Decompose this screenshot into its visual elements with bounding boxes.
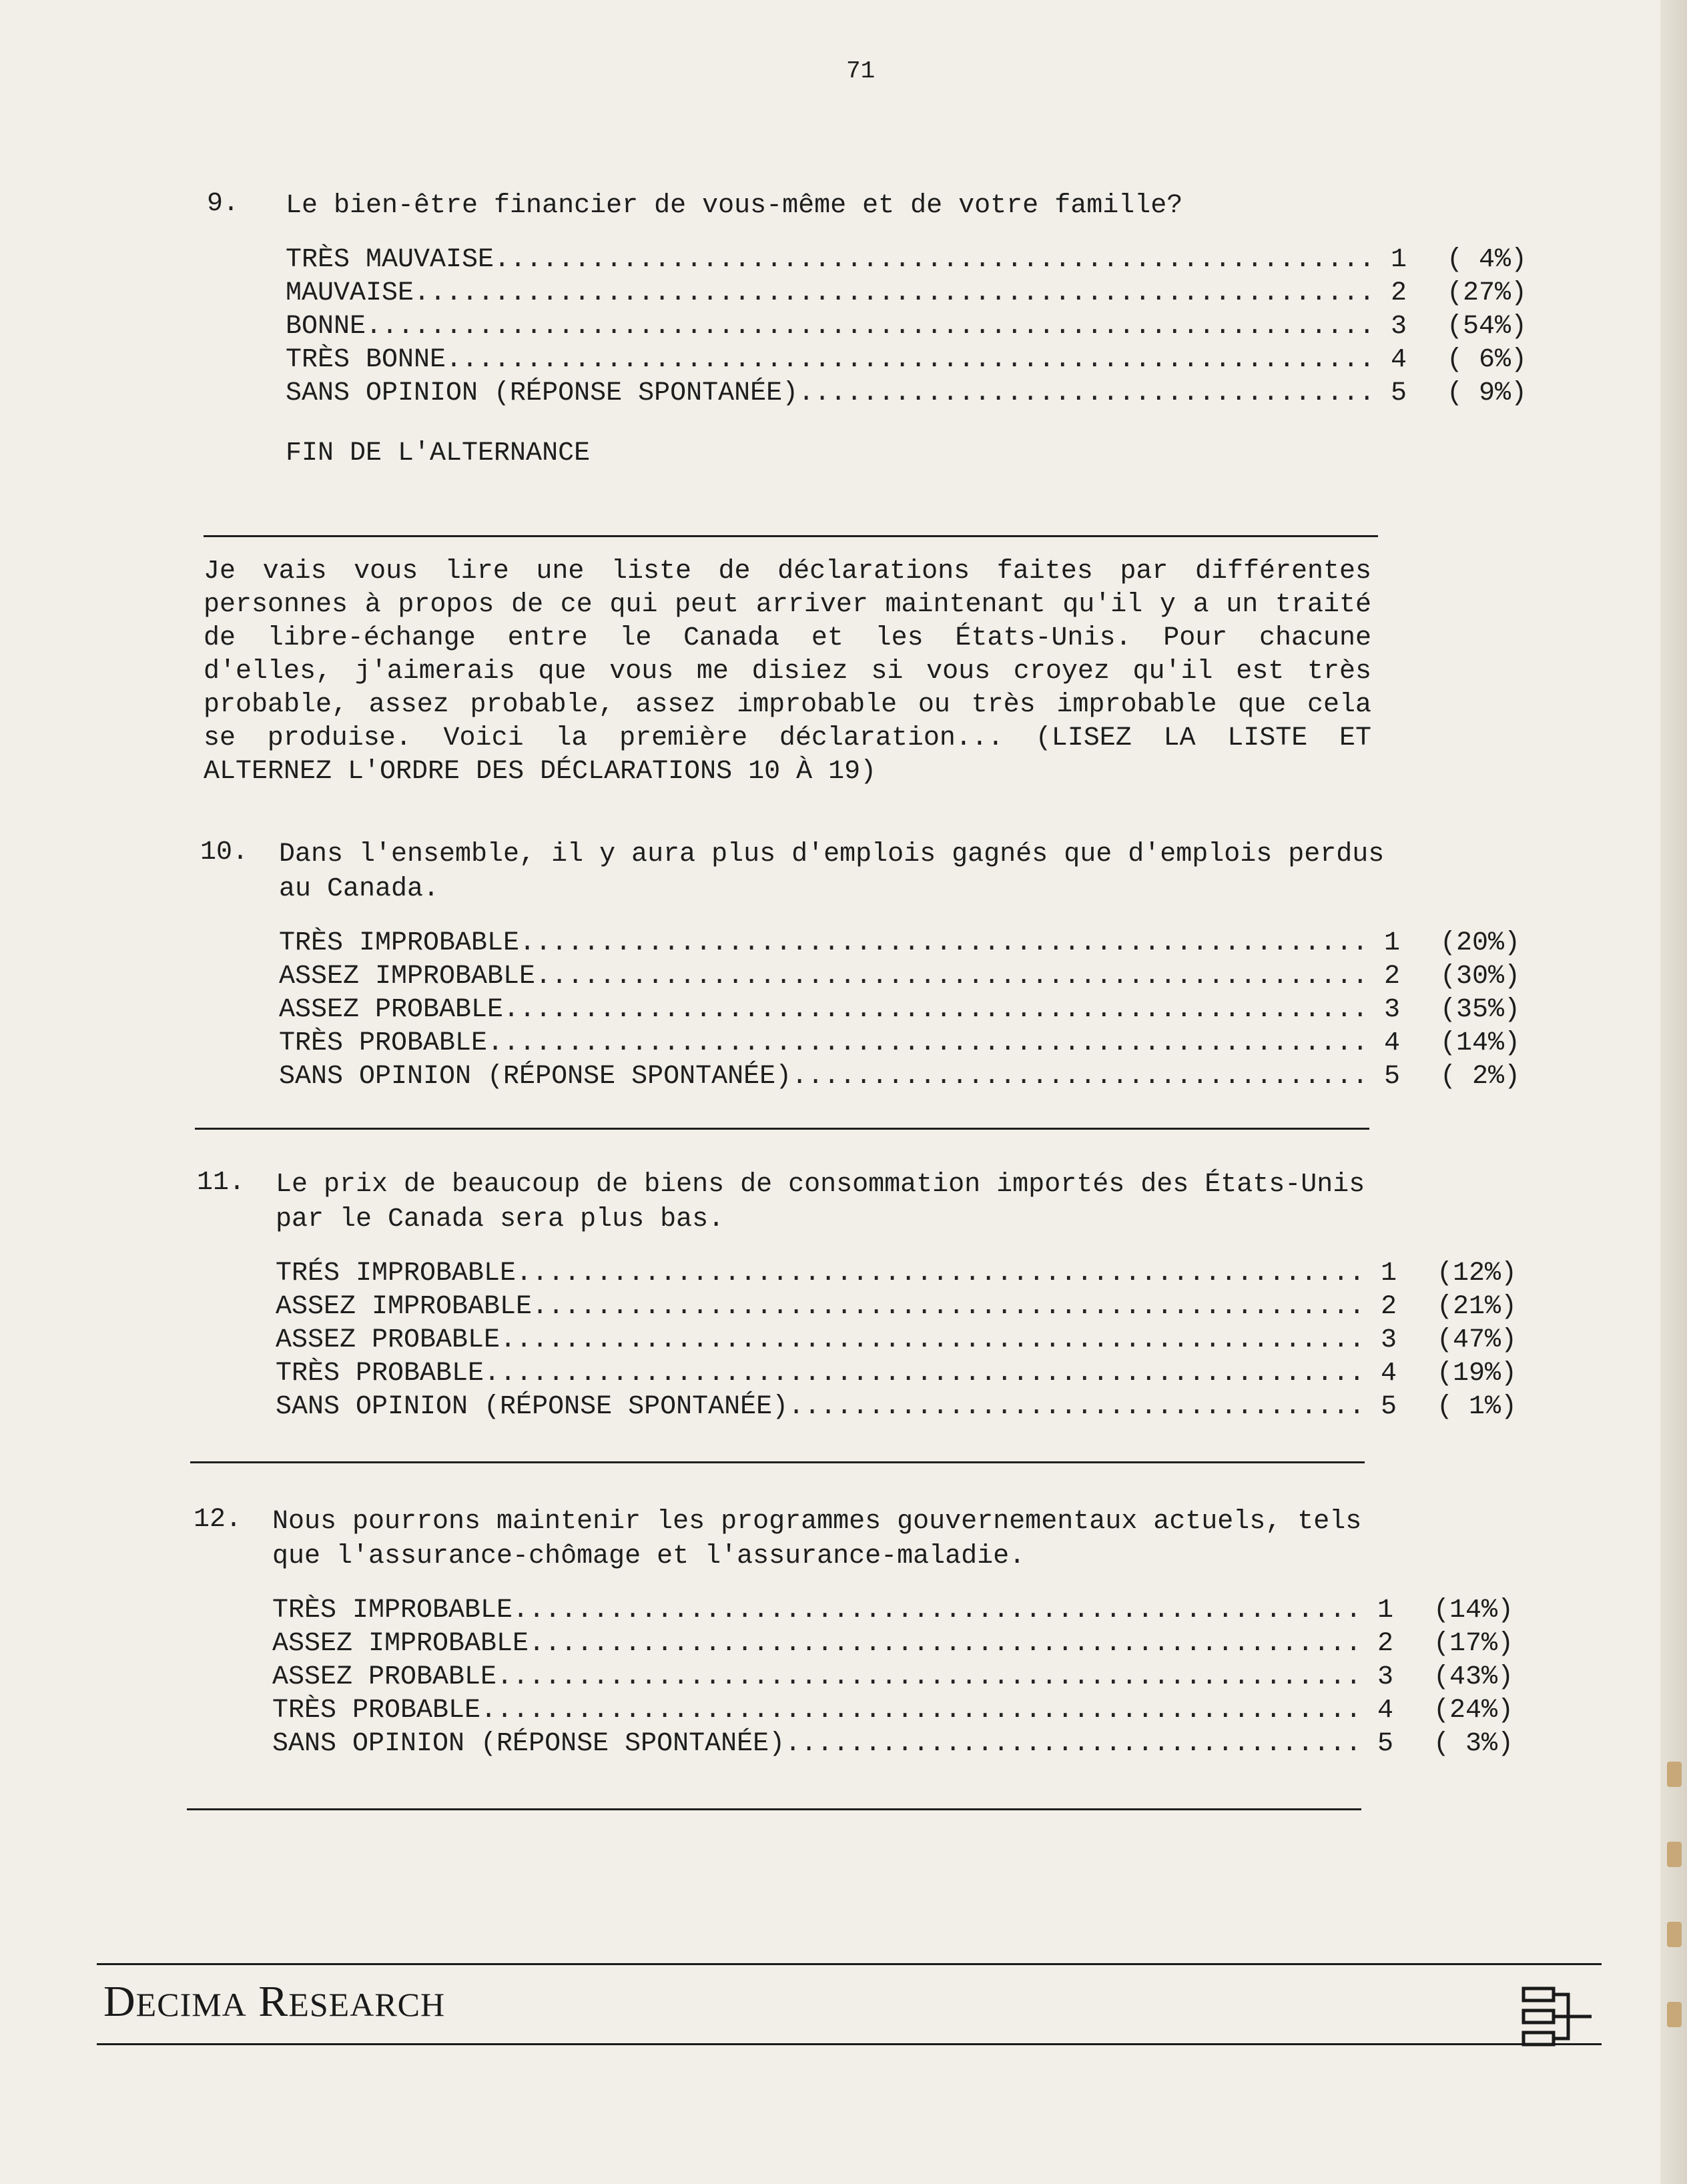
question-text: Le bien-être financier de vous-même et de votre famille?: [286, 191, 1183, 221]
option-percentage: (20%): [1439, 928, 1520, 958]
option-label: SANS OPINION (RÉPONSE SPONTANÉE): [286, 378, 799, 408]
option-code: 5: [1390, 378, 1407, 408]
end-alternation-note: FIN DE L'ALTERNANCE: [286, 438, 591, 468]
answer-option: [286, 277, 1527, 310]
dot-leader: [519, 927, 1373, 960]
question-12: [194, 1505, 1513, 1761]
answer-option: [279, 927, 1520, 960]
question-11: [197, 1168, 1517, 1424]
question-10: [200, 837, 1520, 1094]
option-code: 1: [1383, 928, 1400, 958]
dot-leader: [785, 1728, 1367, 1761]
answer-option: [276, 1391, 1517, 1424]
dot-leader: [798, 377, 1380, 410]
option-percentage: (12%): [1436, 1258, 1517, 1289]
option-label: ASSEZ IMPROBABLE: [272, 1629, 529, 1659]
option-code: 2: [1380, 1292, 1397, 1322]
answer-option: [272, 1627, 1513, 1661]
answer-option: [279, 960, 1520, 994]
dot-leader: [516, 1257, 1370, 1291]
option-percentage: ( 9%): [1446, 378, 1527, 408]
option-code: 2: [1383, 962, 1400, 992]
answer-option: [286, 377, 1527, 410]
option-percentage: (21%): [1436, 1292, 1517, 1322]
option-percentage: (35%): [1439, 995, 1520, 1025]
section-divider: [190, 1461, 1365, 1463]
binding-ring: [1667, 1922, 1682, 1947]
option-label: ASSEZ PROBABLE: [276, 1325, 500, 1355]
section-divider: [195, 1128, 1369, 1130]
option-label: TRÈS PROBABLE: [279, 1028, 488, 1058]
option-percentage: ( 6%): [1446, 345, 1527, 375]
brand-logotype: [103, 1976, 445, 2027]
option-label: ASSEZ PROBABLE: [272, 1662, 497, 1692]
option-code: 1: [1377, 1595, 1393, 1625]
binding-edge: [1660, 0, 1687, 2184]
brand-word-rest: ECIMA: [135, 1986, 247, 2023]
option-code: 5: [1383, 1062, 1400, 1092]
option-label: TRÈS IMPROBABLE: [279, 928, 520, 958]
option-code: 3: [1383, 995, 1400, 1025]
page-number: 71: [846, 57, 876, 85]
option-percentage: (14%): [1439, 1028, 1520, 1058]
answer-option: [279, 994, 1520, 1027]
option-code: 4: [1383, 1028, 1400, 1058]
option-code: 2: [1377, 1629, 1393, 1659]
question-number: 9.: [207, 189, 240, 219]
option-label: TRÈS MAUVAISE: [286, 245, 494, 275]
answer-option: [286, 310, 1527, 344]
question-text: Nous pourrons maintenir les programmes gouvernementaux actuels, tels que l'assurance-chômage et l'assurance-maladie.: [272, 1507, 1362, 1571]
decima-logo-icon: [1522, 1985, 1595, 2049]
option-percentage: (24%): [1433, 1696, 1513, 1726]
option-code: 5: [1380, 1392, 1397, 1422]
option-percentage: (30%): [1439, 962, 1520, 992]
option-percentage: (27%): [1446, 278, 1527, 308]
option-percentage: ( 1%): [1436, 1392, 1517, 1422]
option-code: 1: [1380, 1258, 1397, 1289]
option-code: 1: [1390, 245, 1407, 275]
option-label: TRÈS IMPROBABLE: [272, 1595, 513, 1625]
brand-initial: D: [103, 1977, 136, 2026]
option-label: TRÈS PROBABLE: [272, 1696, 481, 1726]
dot-leader: [791, 1060, 1373, 1094]
option-percentage: ( 2%): [1439, 1062, 1520, 1092]
answer-option: [279, 1060, 1520, 1094]
answer-option: [286, 244, 1527, 277]
dot-leader: [503, 994, 1373, 1027]
option-label: TRÈS BONNE: [286, 345, 446, 375]
section-divider: [187, 1808, 1361, 1810]
option-label: ASSEZ PROBABLE: [279, 995, 504, 1025]
option-label: ASSEZ IMPROBABLE: [276, 1292, 533, 1322]
option-code: 4: [1377, 1696, 1393, 1726]
answer-option: [276, 1291, 1517, 1324]
question-number: 12.: [194, 1505, 242, 1535]
dot-leader: [494, 244, 1380, 277]
answer-option: [276, 1257, 1517, 1291]
option-label: MAUVAISE: [286, 278, 414, 308]
dot-leader: [529, 1627, 1367, 1661]
answer-option: [276, 1357, 1517, 1391]
binding-ring: [1667, 1762, 1682, 1787]
option-code: 3: [1390, 312, 1407, 342]
option-code: 2: [1390, 278, 1407, 308]
option-percentage: (43%): [1433, 1662, 1513, 1692]
option-label: BONNE: [286, 312, 366, 342]
answer-option: [272, 1594, 1513, 1627]
question-9: [207, 189, 1527, 468]
dot-leader: [487, 1027, 1373, 1060]
brand-initial: R: [258, 1977, 289, 2026]
option-code: 3: [1380, 1325, 1397, 1355]
question-number: 10.: [200, 837, 249, 867]
dot-leader: [513, 1594, 1367, 1627]
option-label: TRÈS PROBABLE: [276, 1359, 484, 1389]
dot-leader: [532, 1291, 1370, 1324]
answer-option: [286, 344, 1527, 377]
option-percentage: (54%): [1446, 312, 1527, 342]
dot-leader: [446, 344, 1380, 377]
binding-ring: [1667, 2002, 1682, 2027]
option-percentage: ( 4%): [1446, 245, 1527, 275]
option-label: SANS OPINION (RÉPONSE SPONTANÉE): [276, 1392, 789, 1422]
option-label: TRÉS IMPROBABLE: [276, 1258, 517, 1289]
option-label: ASSEZ IMPROBABLE: [279, 962, 536, 992]
footer-rule-bottom: [97, 2043, 1602, 2045]
answer-option: [272, 1661, 1513, 1694]
footer-rule-top: [97, 1963, 1602, 1965]
answer-option: [272, 1694, 1513, 1728]
answer-options: [276, 1257, 1517, 1424]
instructions-paragraph: Je vais vous lire une liste de déclarations faites par différentes personnes à propos de ce qui peut arriver maintenant qu'il y a un traité de libre-échange entre le Canada et les États-Unis. Pour chacune d'elles, j'aimerais que vous me disiez si vous croyez qu'il est très probable, assez probable, assez improbable ou très improbable que cela se produise. Voici la première déclaration... (LISEZ LA LISTE ET ALTERNEZ L'ORDRE DES DÉCLARATIONS 10 À 19): [204, 557, 1371, 787]
question-text: Le prix de beaucoup de biens de consommation importés des États-Unis par le Canada sera plus bas.: [276, 1170, 1365, 1234]
option-code: 4: [1380, 1359, 1397, 1389]
option-percentage: (47%): [1436, 1325, 1517, 1355]
option-percentage: (19%): [1436, 1359, 1517, 1389]
dot-leader: [496, 1661, 1367, 1694]
binding-ring: [1667, 1842, 1682, 1867]
option-code: 3: [1377, 1662, 1393, 1692]
dot-leader: [480, 1694, 1367, 1728]
answer-option: [276, 1324, 1517, 1357]
dot-leader: [500, 1324, 1370, 1357]
option-percentage: ( 3%): [1433, 1729, 1513, 1759]
option-percentage: (17%): [1433, 1629, 1513, 1659]
dot-leader: [484, 1357, 1370, 1391]
dot-leader: [366, 310, 1380, 344]
answer-option: [272, 1728, 1513, 1761]
question-number: 11.: [197, 1168, 246, 1198]
dot-leader: [414, 277, 1380, 310]
answer-options: [286, 244, 1527, 410]
brand-word-rest: ESEARCH: [288, 1986, 446, 2023]
option-code: 4: [1390, 345, 1407, 375]
dot-leader: [788, 1391, 1370, 1424]
question-text: Dans l'ensemble, il y aura plus d'emplois gagnés que d'emplois perdus au Canada.: [279, 839, 1385, 904]
dot-leader: [535, 960, 1373, 994]
option-code: 5: [1377, 1729, 1393, 1759]
option-percentage: (14%): [1433, 1595, 1513, 1625]
option-label: SANS OPINION (RÉPONSE SPONTANÉE): [279, 1062, 792, 1092]
answer-options: [279, 927, 1520, 1094]
option-label: SANS OPINION (RÉPONSE SPONTANÉE): [272, 1729, 785, 1759]
section-divider: [204, 535, 1378, 537]
answer-option: [279, 1027, 1520, 1060]
answer-options: [272, 1594, 1513, 1761]
